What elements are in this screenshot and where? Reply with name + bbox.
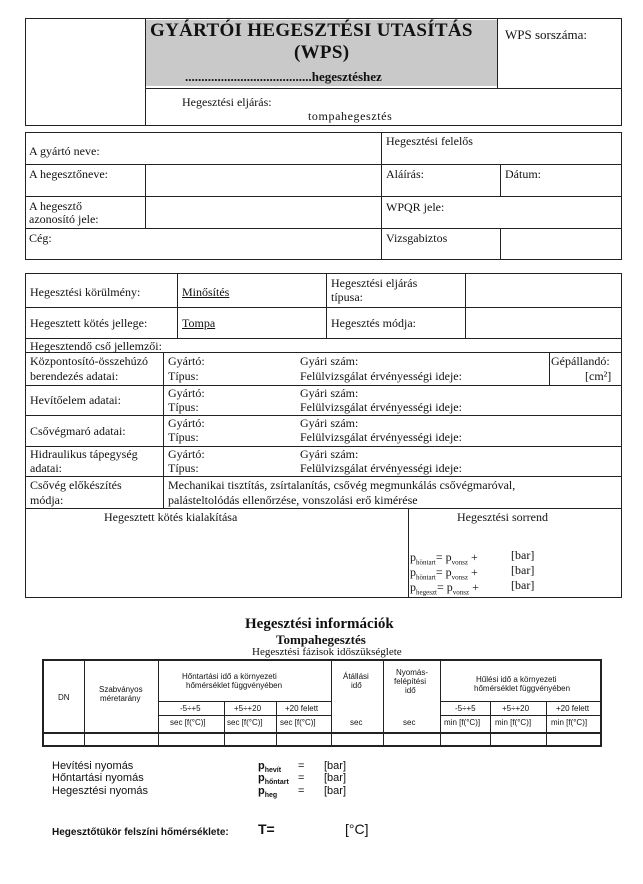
- type-label: Típus:: [168, 400, 199, 414]
- unit-cool-2: min [f(°C)]: [495, 718, 532, 727]
- unit-hold-1: sec [f(°C)]: [170, 718, 206, 727]
- pressure-sym-welding: $p_{heg}$: [258, 785, 278, 800]
- maker-label: Gyártó:: [168, 416, 205, 430]
- pressure-eq-holding: =: [298, 772, 305, 784]
- prep-label-1: Csővég előkészítés: [30, 478, 122, 492]
- unit-hold-3: sec [f(°C)]: [280, 718, 316, 727]
- prep-text-1: Mechanikai tisztítás, zsírtalanítás, csővég megmunkálás csővégmaróval,: [168, 478, 516, 492]
- welder-id-label-2: azonosító jele:: [29, 212, 99, 226]
- type-label: Típus:: [168, 430, 199, 444]
- serial-label: Gyári szám:: [300, 416, 359, 430]
- col-change-1: Átállási: [343, 672, 369, 681]
- circumstance-label: Hegesztési körülmény:: [30, 285, 141, 299]
- col-cool-2: hőmérséklet függvényében: [474, 684, 571, 693]
- info-caption: Hegesztési fázisok időszükséglete: [252, 646, 402, 658]
- validity-label: Felülvizsgálat érvényességi ideje:: [300, 461, 462, 475]
- range-hold-1: -5÷+5: [180, 704, 201, 713]
- maker-label: Gyártó:: [168, 354, 205, 368]
- joint-design-label: Hegesztett kötés kialakítása: [104, 510, 238, 524]
- procedure-type-label-1: Hegesztési eljárás: [331, 276, 418, 290]
- formula-3-unit: [bar]: [511, 578, 535, 592]
- unit-cool-3: min [f(°C)]: [551, 718, 588, 727]
- serial-label: Gyári szám:: [300, 386, 359, 400]
- maker-label: Gyártó:: [168, 386, 205, 400]
- formula-1-unit: [bar]: [511, 548, 535, 562]
- wps-number-label: WPS sorszáma:: [505, 27, 587, 42]
- col-dn: DN: [58, 693, 70, 702]
- procedure-label: Hegesztési eljárás:: [182, 95, 272, 109]
- unit-cool-1: min [f(°C)]: [444, 718, 481, 727]
- welder-name-label: A hegesztőneve:: [29, 167, 108, 181]
- range-hold-2: +5÷+20: [234, 704, 262, 713]
- validity-label: Felülvizsgálat érvényességi ideje:: [300, 369, 462, 383]
- unit-hold-2: sec [f(°C)]: [227, 718, 263, 727]
- pressure-unit-welding: [bar]: [324, 785, 347, 797]
- info-title: Hegesztési információk: [245, 616, 394, 632]
- pressure-unit-holding: [bar]: [324, 772, 347, 784]
- equipment-label-1b: berendezés adatai:: [30, 369, 119, 383]
- company-label: Cég:: [29, 231, 52, 245]
- pressure-eq-welding: =: [298, 785, 305, 797]
- title-line-1: GYÁRTÓI HEGESZTÉSI UTASÍTÁS: [150, 20, 473, 41]
- wpqr-label: WPQR jele:: [386, 200, 445, 214]
- date-label: Dátum:: [505, 167, 541, 181]
- validity-label: Felülvizsgálat érvényességi ideje:: [300, 400, 462, 414]
- unit-press: sec: [403, 718, 416, 727]
- title-line-2: (WPS): [294, 42, 350, 63]
- signature-label: Aláírás:: [386, 167, 424, 181]
- info-subtitle: Tompahegesztés: [276, 632, 366, 647]
- mirror-temp-unit: [°C]: [345, 821, 369, 837]
- prep-text-2: palásteltolódás ellenőrzése, vonszolási erő kimérése: [168, 493, 418, 507]
- unit-change: sec: [350, 718, 363, 727]
- validity-label: Felülvizsgálat érvényességi ideje:: [300, 430, 462, 444]
- joint-label: Hegesztett kötés jellege:: [30, 316, 148, 330]
- serial-label: Gyári szám:: [300, 447, 359, 461]
- pipe-label: Hegesztendő cső jellemzői:: [30, 339, 162, 353]
- equipment-label-4b: adatai:: [30, 461, 62, 475]
- formula-3: $p_{hegeszt}= p_{vonsz}$ +: [410, 580, 479, 597]
- weld-sequence-label: Hegesztési sorrend: [457, 510, 548, 524]
- responsible-label: Hegesztési felelős: [386, 134, 473, 148]
- col-std-1: Szabványos: [99, 685, 143, 694]
- pressure-sym-holding: $p_{hőntart}$: [258, 772, 289, 787]
- equipment-label-3: Csővégmaró adatai:: [30, 424, 126, 438]
- formula-2: $p_{höntart}= p_{vonsz}$ +: [410, 565, 478, 582]
- machine-const-unit: [cm²]: [585, 369, 612, 383]
- type-label: Típus:: [168, 461, 199, 475]
- pressure-sym-heating: $p_{hevít}$: [258, 760, 282, 775]
- type-label: Típus:: [168, 369, 199, 383]
- equipment-label-4a: Hidraulikus tápegység: [30, 447, 138, 461]
- range-cool-3: +20 felett: [556, 704, 590, 713]
- col-std-2: méretarány: [100, 694, 141, 703]
- col-change-2: idő: [351, 681, 362, 690]
- procedure-type-label-2: típusa:: [331, 290, 363, 304]
- examiner-label: Vizsgabiztos: [386, 231, 448, 245]
- title-line-3: .......................................hegesztéshez: [185, 69, 382, 84]
- mode-label: Hegesztés módja:: [331, 316, 416, 330]
- equipment-label-1a: Központosító-összehúzó: [30, 354, 148, 368]
- col-hold-2: hőmérséklet függvényében: [186, 681, 283, 690]
- maker-label: Gyártó:: [168, 447, 205, 461]
- pressure-unit-heating: [bar]: [324, 760, 347, 772]
- equipment-label-2: Hevítőelem adatai:: [30, 393, 121, 407]
- col-press-2: felépítési: [394, 677, 427, 686]
- procedure-value: tompahegesztés: [308, 109, 393, 123]
- col-hold-1: Hőntartási idő a környezeti: [182, 672, 277, 681]
- pressure-label-holding: Hőntartási nyomás: [52, 772, 144, 784]
- prep-label-2: módja:: [30, 493, 64, 507]
- pressure-eq-heating: =: [298, 760, 305, 772]
- manufacturer-label: A gyártó neve:: [29, 144, 100, 158]
- formula-1: $p_{höntart}= p_{vonsz}$ +: [410, 550, 478, 567]
- range-cool-1: -5÷+5: [455, 704, 476, 713]
- col-press-1: Nyomás-: [396, 668, 429, 677]
- range-cool-2: +5÷+20: [502, 704, 530, 713]
- serial-label: Gyári szám:: [300, 354, 359, 368]
- col-press-3: idő: [405, 686, 416, 695]
- formula-2-unit: [bar]: [511, 563, 535, 577]
- range-hold-3: +20 felett: [285, 704, 319, 713]
- machine-const-label: Gépállandó:: [551, 354, 610, 368]
- mirror-temp-label: Hegesztőtükör felszíni hőmérséklete:: [52, 827, 229, 838]
- pressure-label-welding: Hegesztési nyomás: [52, 785, 148, 797]
- circumstance-value: Minősítés: [182, 285, 230, 299]
- mirror-temp-symbol: T=: [258, 821, 275, 837]
- col-cool-1: Hűlési idő a környezeti: [476, 675, 557, 684]
- welder-id-label-1: A hegesztő: [29, 199, 82, 213]
- joint-value: Tompa: [182, 316, 216, 330]
- pressure-label-heating: Hevítési nyomás: [52, 760, 134, 772]
